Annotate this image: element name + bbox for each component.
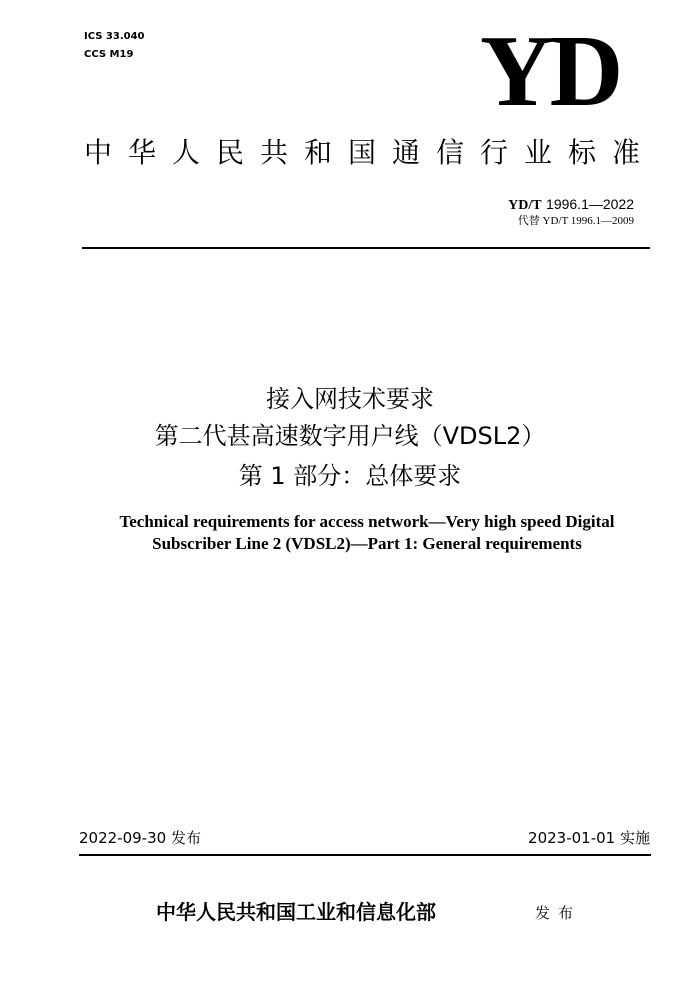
ccs-code: CCS M19 xyxy=(84,49,134,60)
chinese-title-line-1: 接入网技术要求 xyxy=(266,385,434,413)
chinese-title-line-3: 第 1 部分：总体要求 xyxy=(238,462,462,490)
footer-divider xyxy=(79,854,651,856)
standard-number-value: 1996.1—2022 xyxy=(546,196,634,212)
chinese-title-line-2: 第二代甚高速数字用户线（VDSL2） xyxy=(154,422,546,450)
yd-logo: YD xyxy=(480,15,620,128)
publish-label: 发布 xyxy=(535,904,582,922)
replaces-note: 代替 YD/T 1996.1—2009 xyxy=(517,215,634,227)
ics-code: ICS 33.040 xyxy=(84,31,145,42)
release-date: 2022-09-30 发布 xyxy=(79,829,201,847)
english-title-line-1: Technical requirements for access network—Very high speed Digital xyxy=(119,512,615,531)
publisher-name: 中华人民共和国工业和信息化部 xyxy=(156,900,436,924)
standard-number-prefix: YD/T xyxy=(508,198,542,213)
english-title-line-2: Subscriber Line 2 (VDSL2)—Part 1: General requirements xyxy=(152,534,582,553)
header-divider xyxy=(82,247,650,249)
standard-number xyxy=(508,196,634,214)
standard-type-title: 中华人民共和国通信行业标准 xyxy=(84,136,657,169)
implementation-date: 2023-01-01 实施 xyxy=(528,829,650,847)
